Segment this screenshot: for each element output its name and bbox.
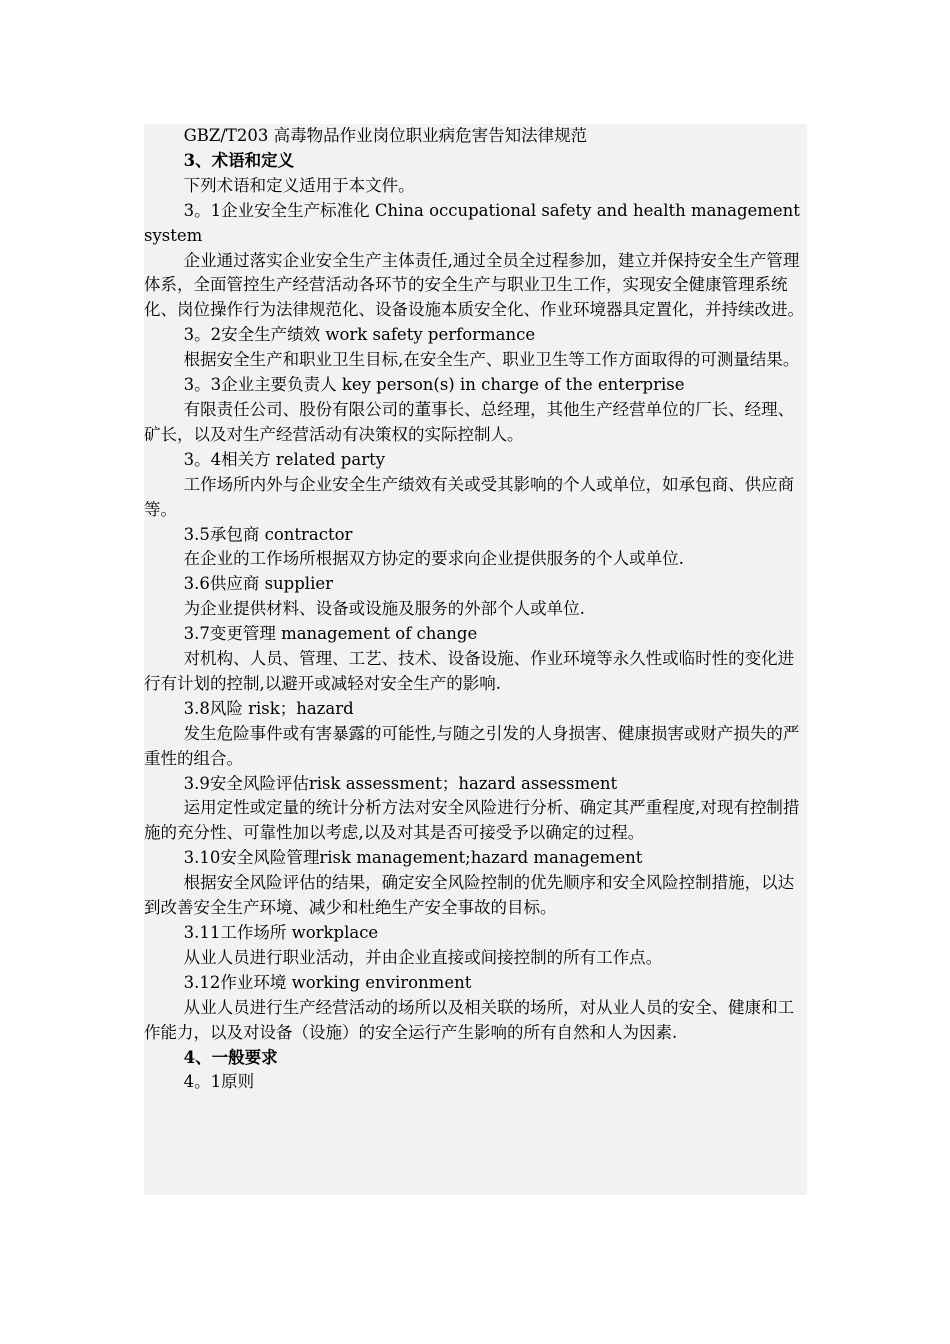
paragraph: 从业人员进行职业活动，并由企业直接或间接控制的所有工作点。 xyxy=(183,947,663,967)
paragraph: 3.5承包商 contractor xyxy=(183,524,353,544)
paragraph: 4。1原则 xyxy=(183,1072,255,1092)
paragraph: 对机构、人员、管理、工艺、技术、设备设施、作业环境等永久性或临时性的变化进行有计划的控制,以避开或减轻对安全生产的影响. xyxy=(144,649,795,693)
section-heading: 4、一般要求 xyxy=(183,1047,278,1067)
paragraph: 3.11工作场所 workplace xyxy=(183,923,379,942)
paragraph: 3。4相关方 related party xyxy=(183,449,386,469)
paragraph: 在企业的工作场所根据双方协定的要求向企业提供服务的个人或单位. xyxy=(183,549,684,569)
paragraph: 3.7变更管理 management of change xyxy=(183,624,478,644)
paragraph: 3.12作业环境 working environment xyxy=(183,972,472,992)
paragraph: 企业通过落实企业安全生产主体责任,通过全员全过程参加，建立并保持安全生产管理体系，全面管控生产经营活动各环节的安全生产与职业卫生工作，实现安全健康管理系统化、岗位操作行为法律规范化、设备设施本质安全化、作业环境器具定置化，并持续改进。 xyxy=(144,250,804,320)
paragraph: 3.9安全风险评估risk assessment；hazard assessment xyxy=(183,773,618,793)
section-heading: 3、术语和定义 xyxy=(183,150,295,170)
document-body xyxy=(144,124,807,1095)
paragraph: 工作场所内外与企业安全生产绩效有关或受其影响的个人或单位，如承包商、供应商等。 xyxy=(144,474,795,519)
paragraph: 3。3企业主要负责人 key person(s) in charge of the enterprise xyxy=(183,375,685,395)
paragraph: GBZ/T203 高毒物品作业岗位职业病危害告知法律规范 xyxy=(183,126,588,145)
paragraph: 有限责任公司、股份有限公司的董事长、总经理，其他生产经营单位的厂长、经理、矿长，以及对生产经营活动有决策权的实际控制人。 xyxy=(144,399,795,444)
paragraph: 从业人员进行生产经营活动的场所以及相关联的场所，对从业人员的安全、健康和工作能力，以及对设备（设施）的安全运行产生影响的所有自然和人为因素. xyxy=(144,997,795,1042)
paragraph: 3.8风险 risk；hazard xyxy=(183,698,354,718)
paragraph: 发生危险事件或有害暴露的可能性,与随之引发的人身损害、健康损害或财产损失的严重性的组合。 xyxy=(144,723,800,768)
paragraph: 3。1企业安全生产标准化 China occupational safety and health management system xyxy=(144,200,800,245)
paragraph: 下列术语和定义适用于本文件。 xyxy=(183,175,415,195)
paragraph: 为企业提供材料、设备或设施及服务的外部个人或单位. xyxy=(183,599,585,619)
paragraph: 3.10安全风险管理risk management;hazard management xyxy=(183,848,643,868)
paragraph: 根据安全生产和职业卫生目标,在安全生产、职业卫生等工作方面取得的可测量结果。 xyxy=(183,350,800,370)
paragraph: 3.6供应商 supplier xyxy=(183,574,334,594)
paragraph: 根据安全风险评估的结果，确定安全风险控制的优先顺序和安全风险控制措施，以达到改善安全生产环境、减少和杜绝生产安全事故的目标。 xyxy=(144,873,795,918)
paragraph: 3。2安全生产绩效 work safety performance xyxy=(183,325,536,345)
paragraph: 运用定性或定量的统计分析方法对安全风险进行分析、确定其严重程度,对现有控制措施的充分性、可靠性加以考虑,以及对其是否可接受予以确定的过程。 xyxy=(144,798,800,843)
